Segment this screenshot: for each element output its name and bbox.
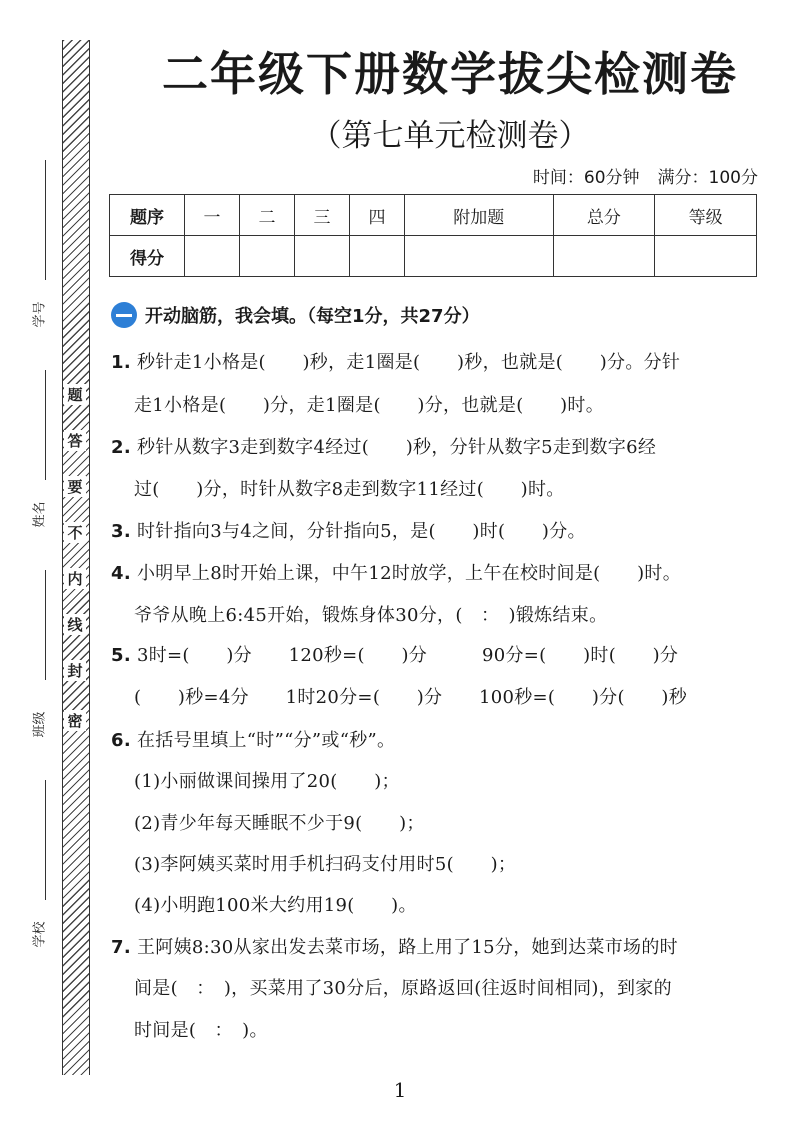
score-header-cell: 二 bbox=[240, 195, 295, 236]
question-2-line-1: 2. 秒针从数字3走到数字4经过( )秒，分针从数字5走到数字6经 bbox=[111, 437, 657, 458]
question-5-line-2: ( )秒=4分 1时20分=( )分 100秒=( )分( )秒 bbox=[134, 687, 687, 708]
page-subtitle: （第七单元检测卷） bbox=[310, 118, 590, 154]
question-number: 3. bbox=[111, 521, 131, 542]
seal-char: 内 bbox=[64, 568, 86, 589]
question-number: 4. bbox=[111, 563, 131, 584]
score-header-cell: 等级 bbox=[655, 195, 757, 236]
school-label: 学校 bbox=[32, 921, 48, 948]
exam-time: 时间：60分钟 bbox=[532, 168, 640, 188]
seal-char: 答 bbox=[64, 430, 86, 451]
score-table-header-row bbox=[110, 195, 757, 236]
question-5-line-1: 5. 3时=( )分 120秒=( )分 90分=( )时( )分 bbox=[111, 645, 679, 666]
binding-hatch bbox=[62, 40, 90, 1075]
exam-meta bbox=[533, 163, 758, 188]
class-line bbox=[45, 570, 46, 680]
question-6-line-1: 6. 在括号里填上“时”“分”或“秒”。 bbox=[111, 730, 396, 751]
question-number: 5. bbox=[111, 645, 131, 666]
score-header-cell: 总分 bbox=[553, 195, 655, 236]
question-4-line-1: 4. 小明早上8时开始上课，中午12时放学，上午在校时间是( )时。 bbox=[111, 563, 681, 584]
name-line bbox=[45, 370, 46, 480]
question-4-line-2: 爷爷从晚上6:45开始，锻炼身体30分，( ： )锻炼结束。 bbox=[134, 605, 608, 626]
question-6-line-3: (2)青少年每天睡眠不少于9( )； bbox=[134, 813, 425, 834]
binding-strip bbox=[0, 0, 100, 1130]
question-7-line-2: 间是( ： )，买菜用了30分后，原路返回(往返时间相同)，到家的 bbox=[134, 978, 672, 999]
score-header-cell: 附加题 bbox=[405, 195, 554, 236]
question-7-line-3: 时间是( ： )。 bbox=[134, 1020, 268, 1041]
score-header-cell: 题序 bbox=[110, 195, 185, 236]
score-cell[interactable] bbox=[295, 236, 350, 277]
question-number: 2. bbox=[111, 437, 131, 458]
question-3-line-1: 3. 时针指向3与4之间，分针指向5，是( )时( )分。 bbox=[111, 521, 586, 542]
score-header-cell: 三 bbox=[295, 195, 350, 236]
score-table bbox=[109, 194, 757, 277]
exam-full-score: 满分：100分 bbox=[657, 168, 758, 188]
page-title: 二年级下册数学拔尖检测卷 bbox=[162, 47, 738, 101]
question-number: 1. bbox=[111, 352, 131, 373]
score-cell[interactable] bbox=[553, 236, 655, 277]
seal-char: 题 bbox=[64, 384, 86, 405]
page-number: 1 bbox=[393, 1078, 407, 1102]
seal-char: 线 bbox=[64, 614, 86, 635]
score-table-score-row bbox=[110, 236, 757, 277]
seal-char: 要 bbox=[64, 476, 86, 497]
score-cell[interactable] bbox=[350, 236, 405, 277]
section-1-heading bbox=[111, 302, 480, 328]
question-number: 6. bbox=[111, 730, 131, 751]
question-6-line-4: (3)李阿姨买菜时用手机扫码支付用时5( )； bbox=[134, 854, 517, 875]
student-id-line bbox=[45, 160, 46, 280]
score-header-cell: 四 bbox=[350, 195, 405, 236]
question-1-line-2: 走1小格是( )分，走1圈是( )分，也就是( )时。 bbox=[134, 395, 605, 416]
school-line bbox=[45, 780, 46, 900]
question-number: 7. bbox=[111, 937, 131, 958]
student-id-label: 学号 bbox=[32, 301, 48, 328]
question-1-line-1: 1. 秒针走1小格是( )秒，走1圈是( )秒，也就是( )分。分针 bbox=[111, 352, 681, 373]
seal-char: 不 bbox=[64, 522, 86, 543]
name-label: 姓名 bbox=[32, 501, 48, 528]
question-2-line-2: 过( )分，时针从数字8走到数字11经过( )时。 bbox=[134, 479, 565, 500]
question-6-line-2: (1)小丽做课间操用了20( )； bbox=[134, 771, 400, 792]
class-label: 班级 bbox=[32, 711, 48, 738]
question-7-line-1: 7. 王阿姨8:30从家出发去菜市场，路上用了15分，她到达菜市场的时 bbox=[111, 937, 678, 958]
section-number-one-icon bbox=[111, 302, 137, 328]
seal-char: 封 bbox=[64, 660, 86, 681]
score-header-cell: 一 bbox=[185, 195, 240, 236]
score-cell[interactable] bbox=[655, 236, 757, 277]
section-1-title: 开动脑筋，我会填。（每空1分，共27分） bbox=[145, 306, 480, 327]
score-row-label: 得分 bbox=[110, 236, 185, 277]
question-6-line-5: (4)小明跑100米大约用19( )。 bbox=[134, 895, 417, 916]
score-cell[interactable] bbox=[240, 236, 295, 277]
score-cell[interactable] bbox=[185, 236, 240, 277]
seal-char: 密 bbox=[64, 710, 86, 731]
score-cell[interactable] bbox=[405, 236, 554, 277]
